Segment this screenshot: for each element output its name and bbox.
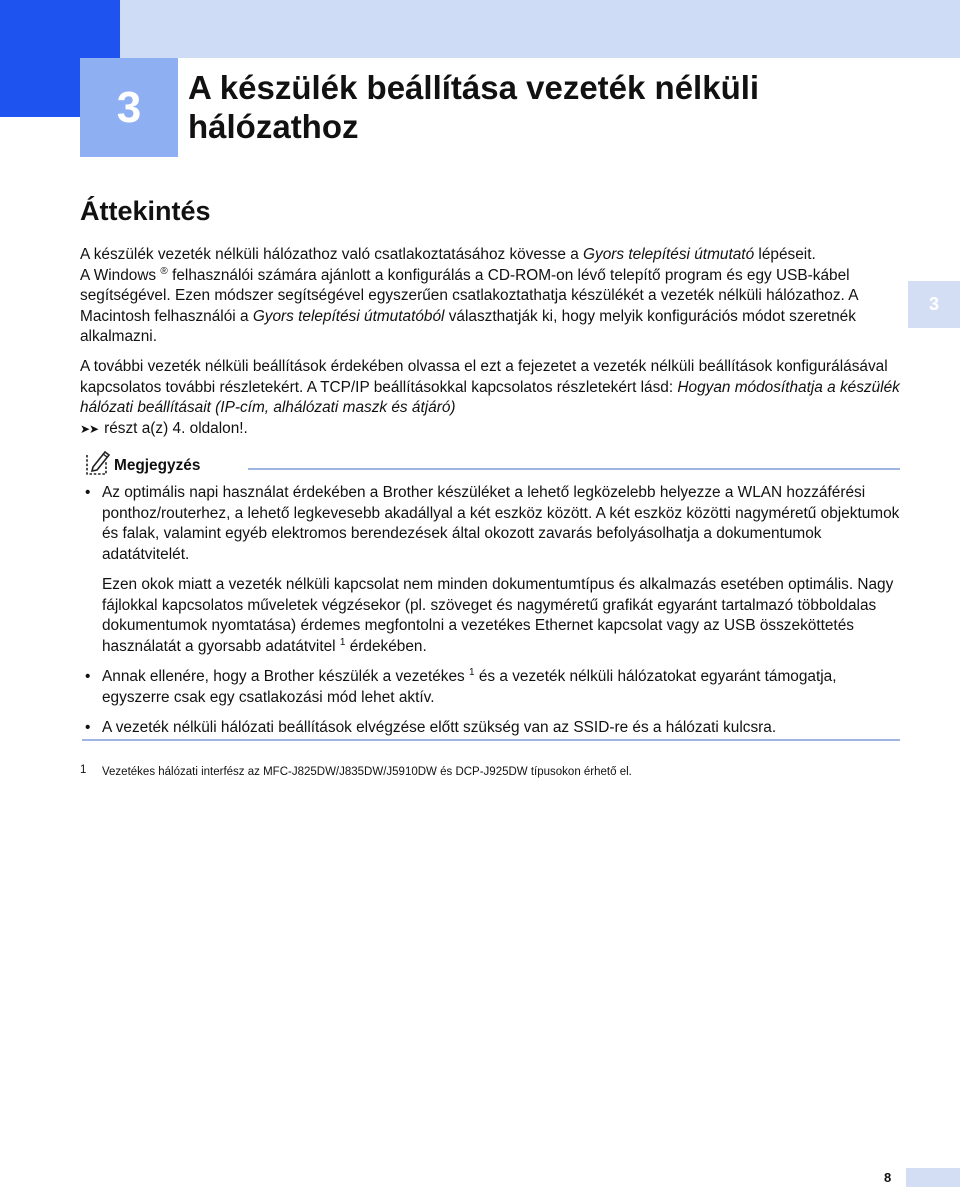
chapter-title [188, 68, 888, 146]
para2-text: A további vezeték nélküli beállítások érdekében olvassa el ezt a fejezetet a vezeték nélküli beállítások konfigurálásával kapcsolatos további részletekért. A TCP/IP beállításokkal kapcsolatos részletekért lásd: [80, 358, 888, 396]
note-item-placement [82, 483, 900, 657]
note-divider-bottom [82, 739, 900, 741]
note-item-connection-mode-b: és a vezeték nélküli hálózatokat egyaránt támogatja, egyszerre csak egy csatlakozási mód lehet aktív. [102, 668, 837, 706]
footnote-number: 1 [80, 764, 87, 776]
side-tab-number: 3 [928, 294, 939, 314]
para1-text-c: A Windows [80, 266, 157, 284]
quick-setup-guide-ref: Gyors telepítési útmutató [583, 246, 755, 263]
chapter-number: 3 [116, 82, 142, 132]
note-label: Megjegyzés [114, 457, 201, 474]
registered-mark: ® [160, 265, 168, 277]
page-reference-link[interactable]: részt a(z) 4. oldalon!. [104, 419, 248, 437]
note-header [82, 449, 900, 477]
para1-text-b: lépéseit. [754, 246, 816, 263]
note-body [82, 483, 900, 749]
note-item-placement-p1: Az optimális napi használat érdekében a Brother készüléket a lehető legközelebb helyezze a WLAN hozzáférési ponthoz/routerhez, a lehető legkevesebb akadállyal a két eszköz között. A két eszköz közötti nagyméretű objektumok és falak, valamint egyéb elektromos berendezések által okozott zavarás befolyásolhatja a dokumentumok adatátvitelét. [102, 484, 900, 563]
header-band [0, 0, 960, 58]
bullet: • [85, 719, 91, 736]
note-divider-top [248, 468, 900, 470]
note-item-connection-mode-a: Annak ellenére, hogy a Brother készülék a vezetékes [102, 668, 465, 685]
pencil-note-icon [84, 449, 112, 477]
note-item-ssid-text: A vezeték nélküli hálózati beállítások elvégzése előtt szükség van az SSID-re és a hálózati kulcsra. [102, 719, 777, 736]
note-item-connection-mode-text [102, 667, 900, 708]
section-title: Áttekintés [80, 196, 211, 226]
para1-text-a: A készülék vezeték nélküli hálózathoz való csatlakoztatásához kövesse a [80, 246, 584, 263]
details-paragraph [80, 357, 900, 439]
chapter-title-line1: A készülék beállítása vezeték nélküli [188, 69, 760, 106]
note-item-placement-p2-end: érdekében. [345, 637, 427, 655]
chapter-title-line2: hálózathoz [188, 108, 359, 145]
double-arrow-icon: ➤➤ [80, 421, 99, 436]
quick-setup-guide-ref-2: Gyors telepítési útmutatóból [252, 307, 445, 325]
para1-text-e: választhatják ki, hogy melyik konfigurációs módot szeretnék alkalmazni. [80, 307, 856, 345]
footnote-ref[interactable]: 1 [339, 636, 346, 648]
note-item-placement-p2 [102, 575, 900, 657]
page-number: 8 [884, 1170, 892, 1185]
para1-text-d: felhasználói számára ajánlott a konfigurálás a CD-ROM-on lévő telepítő program és egy USB-kábel segítségével. Ezen módszer segítségével egyszerűen csatlakoztathatja készülékét a vezeték nélküli hálózathoz. A Macintosh felhasználói a [80, 266, 858, 325]
footnote-ref[interactable]: 1 [469, 666, 475, 678]
note-item-ssid [82, 718, 900, 739]
chapter-side-tab [908, 281, 960, 328]
tcpip-settings-link[interactable]: Hogyan módosíthatja a készülék hálózati beállításait (IP-cím, alhálózati maszk és átjáró) [80, 378, 900, 416]
page-number-tab [906, 1168, 960, 1187]
bullet: • [85, 668, 91, 685]
overview-paragraph [80, 245, 900, 348]
chapter-number-box [80, 58, 178, 157]
note-item-placement-p2-text: Ezen okok miatt a vezeték nélküli kapcsolat nem minden dokumentumtípus és alkalmazás esetében optimális. Nagy fájlokkal kapcsolatos műveletek végzésekor (pl. szöveget és nagyméretű grafikát egyaránt tartalmazó többoldalas dokumentumok nyomtatása) érdemes megfontolni a vezetékes Ethernet kapcsolat vagy az USB összeköttetés használatát a gyorsabb adatátvitel [102, 576, 894, 655]
note-item-connection-mode [82, 667, 900, 708]
footnote-text: Vezetékes hálózati interfész az MFC-J825DW/J835DW/J5910DW és DCP-J925DW típusokon érhető el. [102, 766, 632, 778]
bullet: • [85, 484, 91, 501]
